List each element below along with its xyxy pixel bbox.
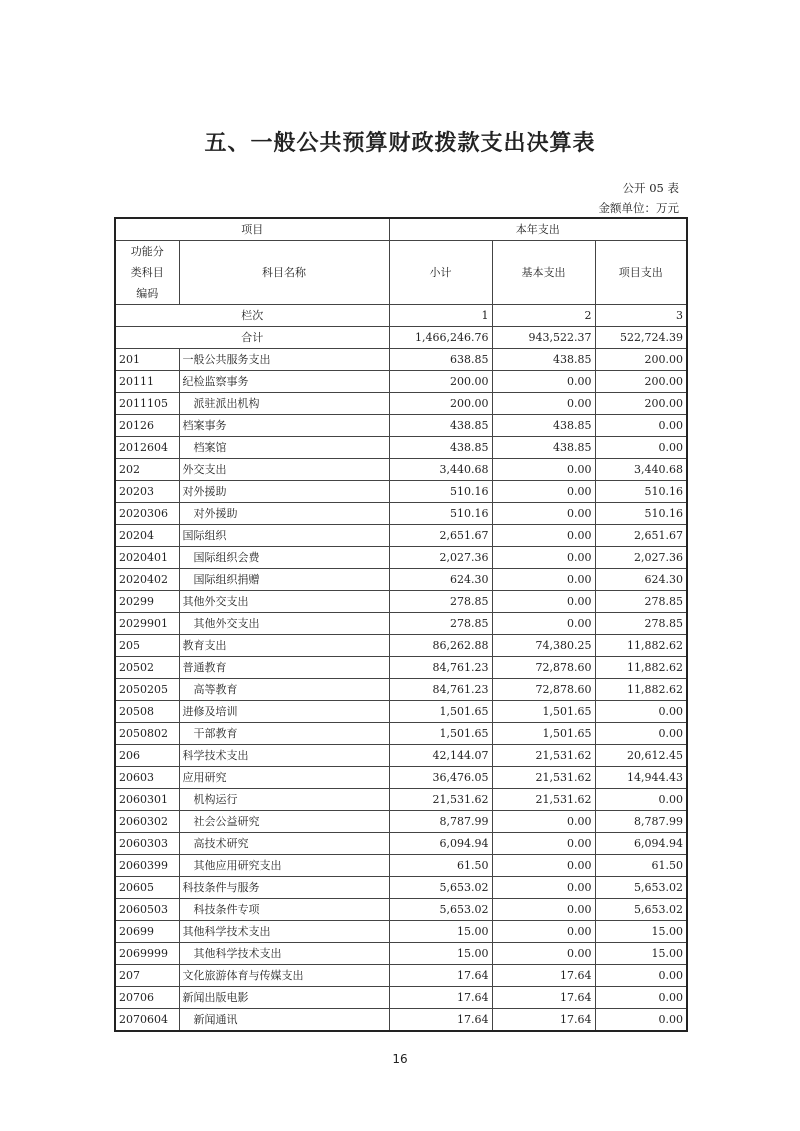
row-code: 2069999: [115, 943, 179, 965]
row-subtotal: 510.16: [389, 503, 492, 525]
row-code: 20706: [115, 987, 179, 1009]
row-basic: 438.85: [492, 415, 595, 437]
row-subtotal: 278.85: [389, 591, 492, 613]
row-subtotal: 2,027.36: [389, 547, 492, 569]
table-row: [115, 789, 687, 811]
row-name: 社会公益研究: [179, 811, 389, 833]
row-project: 0.00: [595, 415, 687, 437]
row-name: 档案事务: [179, 415, 389, 437]
row-basic: 0.00: [492, 943, 595, 965]
header-code-line1: 功能分: [130, 245, 164, 258]
header-name: 科目名称: [179, 241, 389, 305]
table-row: [115, 547, 687, 569]
header-project: 项目: [115, 218, 389, 241]
row-project: 14,944.43: [595, 767, 687, 789]
table-row: [115, 679, 687, 701]
row-subtotal: 8,787.99: [389, 811, 492, 833]
expenditure-table: [114, 217, 688, 1032]
row-project: 11,882.62: [595, 635, 687, 657]
row-basic: 0.00: [492, 525, 595, 547]
column-number-label: 栏次: [115, 305, 389, 327]
row-basic: 17.64: [492, 1009, 595, 1032]
row-code: 20502: [115, 657, 179, 679]
row-project: 11,882.62: [595, 657, 687, 679]
row-subtotal: 61.50: [389, 855, 492, 877]
table-row: [115, 833, 687, 855]
header-row-2: [115, 241, 687, 305]
row-basic: 0.00: [492, 393, 595, 415]
table-row: [115, 987, 687, 1009]
row-subtotal: 17.64: [389, 987, 492, 1009]
table-row: [115, 767, 687, 789]
row-name: 科技条件专项: [179, 899, 389, 921]
row-basic: 1,501.65: [492, 701, 595, 723]
total-project: 522,724.39: [595, 327, 687, 349]
table-row: [115, 701, 687, 723]
table-row: [115, 459, 687, 481]
total-row: [115, 327, 687, 349]
row-project: 61.50: [595, 855, 687, 877]
row-project: 2,027.36: [595, 547, 687, 569]
row-basic: 0.00: [492, 855, 595, 877]
table-row: [115, 503, 687, 525]
total-label: 合计: [115, 327, 389, 349]
table-row: [115, 921, 687, 943]
page-title: 五、一般公共预算财政拨款支出决算表: [204, 131, 596, 156]
page-number: 16: [392, 1052, 408, 1066]
row-code: 20203: [115, 481, 179, 503]
row-code: 2020402: [115, 569, 179, 591]
table-row: [115, 943, 687, 965]
row-project: 3,440.68: [595, 459, 687, 481]
row-subtotal: 36,476.05: [389, 767, 492, 789]
table-row: [115, 525, 687, 547]
row-subtotal: 42,144.07: [389, 745, 492, 767]
table-row: [115, 1009, 687, 1032]
row-code: 20299: [115, 591, 179, 613]
column-number-1: 1: [389, 305, 492, 327]
row-project: 0.00: [595, 701, 687, 723]
table-row: [115, 415, 687, 437]
row-code: 20603: [115, 767, 179, 789]
total-subtotal: 1,466,246.76: [389, 327, 492, 349]
row-basic: 0.00: [492, 833, 595, 855]
row-name: 新闻出版电影: [179, 987, 389, 1009]
row-code: 20605: [115, 877, 179, 899]
row-name: 对外援助: [179, 481, 389, 503]
row-name: 其他科学技术支出: [179, 921, 389, 943]
table-row: [115, 723, 687, 745]
row-basic: 0.00: [492, 569, 595, 591]
table-body: [115, 218, 687, 1031]
row-subtotal: 2,651.67: [389, 525, 492, 547]
row-subtotal: 6,094.94: [389, 833, 492, 855]
row-project: 278.85: [595, 613, 687, 635]
table-code-label: 公开 05 表: [622, 181, 679, 195]
row-subtotal: 15.00: [389, 943, 492, 965]
row-subtotal: 84,761.23: [389, 679, 492, 701]
row-basic: 17.64: [492, 965, 595, 987]
row-subtotal: 438.85: [389, 415, 492, 437]
row-name: 干部教育: [179, 723, 389, 745]
row-basic: 0.00: [492, 481, 595, 503]
row-name: 进修及培训: [179, 701, 389, 723]
row-name: 外交支出: [179, 459, 389, 481]
row-code: 20111: [115, 371, 179, 393]
row-subtotal: 21,531.62: [389, 789, 492, 811]
row-code: 2011105: [115, 393, 179, 415]
row-code: 2020401: [115, 547, 179, 569]
row-name: 一般公共服务支出: [179, 349, 389, 371]
table-row: [115, 855, 687, 877]
header-project-exp: 项目支出: [595, 241, 687, 305]
table-row: [115, 349, 687, 371]
row-project: 510.16: [595, 481, 687, 503]
row-basic: 1,501.65: [492, 723, 595, 745]
row-name: 对外援助: [179, 503, 389, 525]
row-project: 200.00: [595, 349, 687, 371]
row-basic: 0.00: [492, 613, 595, 635]
row-name: 其他科学技术支出: [179, 943, 389, 965]
row-name: 教育支出: [179, 635, 389, 657]
row-project: 0.00: [595, 965, 687, 987]
row-basic: 0.00: [492, 591, 595, 613]
row-code: 2029901: [115, 613, 179, 635]
row-subtotal: 438.85: [389, 437, 492, 459]
row-project: 0.00: [595, 723, 687, 745]
row-project: 0.00: [595, 987, 687, 1009]
row-code: 20126: [115, 415, 179, 437]
header-basic: 基本支出: [492, 241, 595, 305]
row-name: 文化旅游体育与传媒支出: [179, 965, 389, 987]
row-name: 高技术研究: [179, 833, 389, 855]
row-basic: 0.00: [492, 503, 595, 525]
row-basic: 72,878.60: [492, 657, 595, 679]
row-subtotal: 17.64: [389, 1009, 492, 1032]
row-project: 0.00: [595, 437, 687, 459]
row-subtotal: 5,653.02: [389, 877, 492, 899]
row-name: 其他应用研究支出: [179, 855, 389, 877]
row-subtotal: 15.00: [389, 921, 492, 943]
row-code: 2060302: [115, 811, 179, 833]
row-code: 20699: [115, 921, 179, 943]
column-number-row: [115, 305, 687, 327]
row-code: 2070604: [115, 1009, 179, 1032]
row-basic: 0.00: [492, 899, 595, 921]
row-project: 15.00: [595, 943, 687, 965]
row-name: 高等教育: [179, 679, 389, 701]
table-row: [115, 591, 687, 613]
row-project: 5,653.02: [595, 899, 687, 921]
row-basic: 0.00: [492, 459, 595, 481]
header-current-year: 本年支出: [389, 218, 687, 241]
row-subtotal: 5,653.02: [389, 899, 492, 921]
total-basic: 943,522.37: [492, 327, 595, 349]
row-basic: 21,531.62: [492, 789, 595, 811]
table-row: [115, 811, 687, 833]
column-number-2: 2: [492, 305, 595, 327]
table-row: [115, 393, 687, 415]
header-subtotal: 小计: [389, 241, 492, 305]
row-project: 278.85: [595, 591, 687, 613]
row-project: 8,787.99: [595, 811, 687, 833]
row-code: 20204: [115, 525, 179, 547]
row-basic: 0.00: [492, 371, 595, 393]
row-project: 2,651.67: [595, 525, 687, 547]
row-name: 派驻派出机构: [179, 393, 389, 415]
row-project: 200.00: [595, 371, 687, 393]
unit-label: 金额单位：万元: [598, 201, 679, 215]
row-name: 其他外交支出: [179, 591, 389, 613]
row-subtotal: 624.30: [389, 569, 492, 591]
row-project: 624.30: [595, 569, 687, 591]
row-project: 6,094.94: [595, 833, 687, 855]
row-basic: 0.00: [492, 877, 595, 899]
row-basic: 0.00: [492, 547, 595, 569]
row-basic: 21,531.62: [492, 745, 595, 767]
row-subtotal: 510.16: [389, 481, 492, 503]
row-project: 200.00: [595, 393, 687, 415]
row-name: 新闻通讯: [179, 1009, 389, 1032]
row-project: 5,653.02: [595, 877, 687, 899]
table-row: [115, 371, 687, 393]
header-code-line2: 类科目: [130, 266, 164, 279]
table-row: [115, 481, 687, 503]
row-code: 207: [115, 965, 179, 987]
table-row: [115, 613, 687, 635]
row-subtotal: 638.85: [389, 349, 492, 371]
row-code: 2050802: [115, 723, 179, 745]
row-project: 15.00: [595, 921, 687, 943]
row-code: 202: [115, 459, 179, 481]
row-code: 205: [115, 635, 179, 657]
row-code: 2060399: [115, 855, 179, 877]
row-code: 2012604: [115, 437, 179, 459]
row-code: 201: [115, 349, 179, 371]
row-subtotal: 200.00: [389, 393, 492, 415]
row-name: 机构运行: [179, 789, 389, 811]
row-subtotal: 84,761.23: [389, 657, 492, 679]
row-project: 11,882.62: [595, 679, 687, 701]
row-subtotal: 17.64: [389, 965, 492, 987]
row-basic: 21,531.62: [492, 767, 595, 789]
table-row: [115, 635, 687, 657]
row-project: 0.00: [595, 789, 687, 811]
row-basic: 0.00: [492, 921, 595, 943]
row-basic: 74,380.25: [492, 635, 595, 657]
row-subtotal: 3,440.68: [389, 459, 492, 481]
table-row: [115, 437, 687, 459]
row-code: 2060303: [115, 833, 179, 855]
row-code: 2020306: [115, 503, 179, 525]
table-row: [115, 965, 687, 987]
row-name: 国际组织: [179, 525, 389, 547]
row-basic: 72,878.60: [492, 679, 595, 701]
row-name: 普通教育: [179, 657, 389, 679]
row-basic: 17.64: [492, 987, 595, 1009]
row-name: 科学技术支出: [179, 745, 389, 767]
row-subtotal: 86,262.88: [389, 635, 492, 657]
table-row: [115, 877, 687, 899]
row-basic: 0.00: [492, 811, 595, 833]
row-name: 国际组织捐赠: [179, 569, 389, 591]
row-code: 2050205: [115, 679, 179, 701]
row-subtotal: 1,501.65: [389, 723, 492, 745]
row-code: 2060503: [115, 899, 179, 921]
row-project: 0.00: [595, 1009, 687, 1032]
row-project: 510.16: [595, 503, 687, 525]
row-code: 2060301: [115, 789, 179, 811]
row-basic: 438.85: [492, 437, 595, 459]
table-row: [115, 569, 687, 591]
row-code: 206: [115, 745, 179, 767]
row-name: 档案馆: [179, 437, 389, 459]
row-basic: 438.85: [492, 349, 595, 371]
row-name: 应用研究: [179, 767, 389, 789]
header-code-line3: 编码: [136, 287, 159, 300]
row-name: 科技条件与服务: [179, 877, 389, 899]
header-row-1: [115, 218, 687, 241]
row-name: 纪检监察事务: [179, 371, 389, 393]
row-code: 20508: [115, 701, 179, 723]
table-row: [115, 745, 687, 767]
header-code: [115, 241, 179, 305]
row-subtotal: 278.85: [389, 613, 492, 635]
table-row: [115, 657, 687, 679]
row-subtotal: 200.00: [389, 371, 492, 393]
row-name: 国际组织会费: [179, 547, 389, 569]
column-number-3: 3: [595, 305, 687, 327]
row-name: 其他外交支出: [179, 613, 389, 635]
row-project: 20,612.45: [595, 745, 687, 767]
table-row: [115, 899, 687, 921]
row-subtotal: 1,501.65: [389, 701, 492, 723]
